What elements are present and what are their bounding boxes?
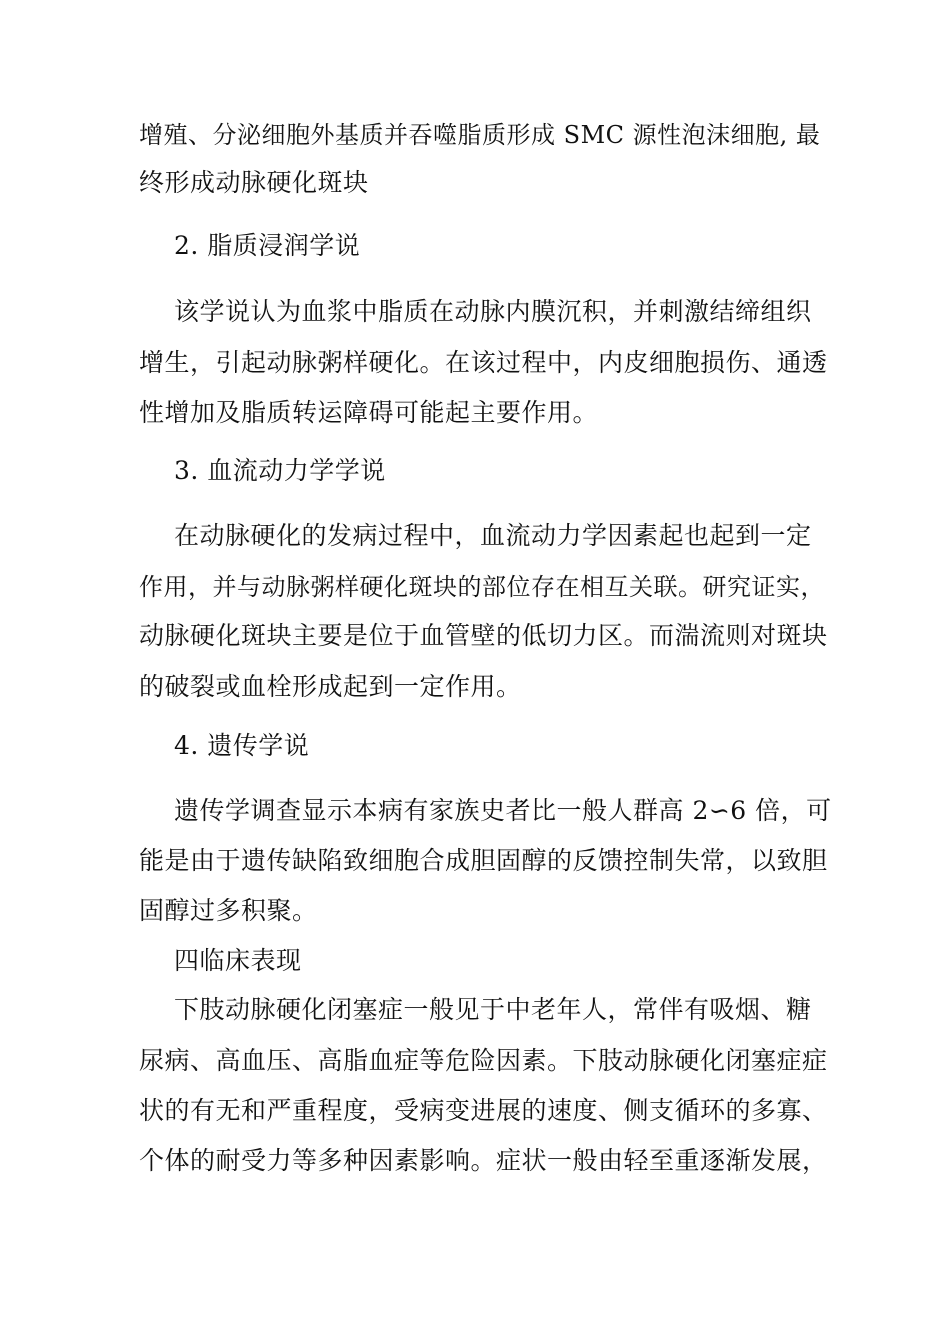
text-line: 能是由于遗传缺陷致细胞合成胆固醇的反馈控制失常，以致胆: [139, 846, 828, 875]
text-line: 个体的耐受力等多种因素影响。症状一般由轻至重逐渐发展，: [139, 1146, 828, 1175]
text-line: 尿病、高血压、高脂血症等危险因素。下肢动脉硬化闭塞症症: [139, 1046, 828, 1075]
heading-hemodynamics: 3. 血流动力学学说: [174, 456, 386, 485]
text-line: 的破裂或血栓形成起到一定作用。: [139, 672, 522, 701]
text-line: 下肢动脉硬化闭塞症一般见于中老年人，常伴有吸烟、糖: [174, 995, 812, 1024]
text-line: 状的有无和严重程度，受病变进展的速度、侧支循环的多寡、: [139, 1096, 828, 1125]
text-line: 终形成动脉硬化斑块: [139, 168, 369, 197]
section-title-clinical: 四临床表现: [174, 946, 302, 975]
heading-lipid-infiltration: 2. 脂质浸润学说: [174, 231, 361, 260]
text-line: 该学说认为血浆中脂质在动脉内膜沉积，并刺激结缔组织: [174, 297, 812, 326]
text-line: 增生，引起动脉粥样硬化。在该过程中，内皮细胞损伤、通透: [139, 348, 828, 377]
text-line: 固醇过多积聚。: [139, 896, 318, 925]
text-line: 增殖、分泌细胞外基质并吞噬脂质形成 SMC 源性泡沫细胞, 最: [139, 121, 821, 149]
text-line: 在动脉硬化的发病过程中，血流动力学因素起也起到一定: [174, 521, 812, 550]
text-line: 动脉硬化斑块主要是位于血管壁的低切力区。而湍流则对斑块: [139, 621, 828, 650]
heading-genetics: 4. 遗传学说: [174, 731, 310, 760]
text-line: 作用，并与动脉粥样硬化斑块的部位存在相互关联。研究证实，: [139, 573, 825, 601]
text-line: 性增加及脂质转运障碍可能起主要作用。: [139, 398, 599, 427]
text-line: 遗传学调查显示本病有家族史者比一般人群高 2∽6 倍，可: [174, 796, 832, 825]
